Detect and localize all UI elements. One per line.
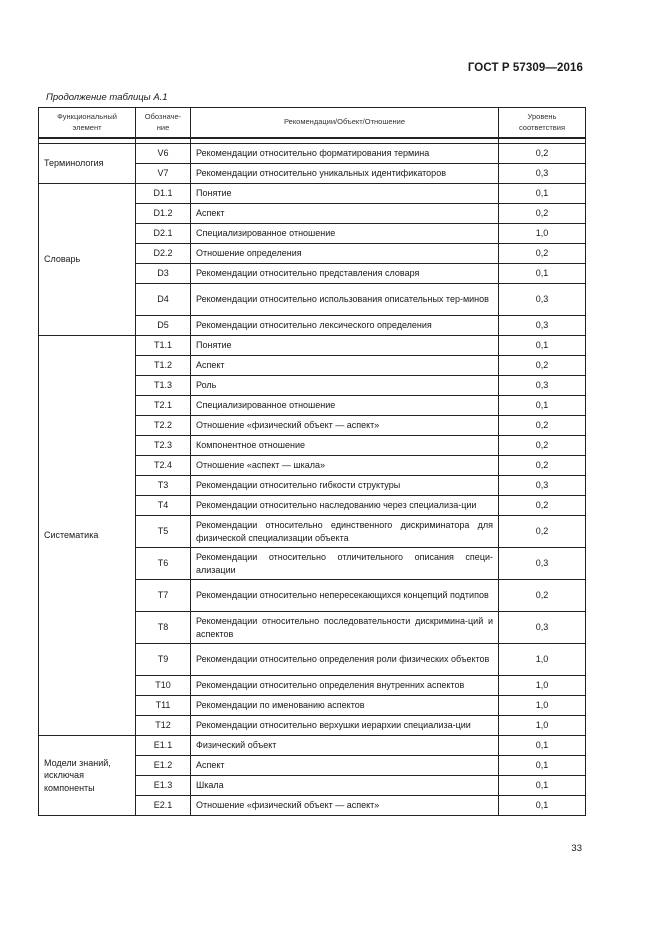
recommendation-cell: Отношение «аспект — шкала» (191, 456, 499, 476)
designation-cell: D2.1 (136, 224, 191, 244)
functional-element: Систематика (39, 336, 136, 736)
designation-cell: T12 (136, 716, 191, 736)
table-header-row (39, 108, 586, 139)
standard-number: ГОСТ Р 57309—2016 (467, 62, 583, 74)
compliance-level-cell: 0,2 (499, 416, 586, 436)
compliance-level-cell: 0,3 (499, 476, 586, 496)
compliance-level-cell: 1,0 (499, 224, 586, 244)
designation-cell: D3 (136, 264, 191, 284)
designation-cell: D1.2 (136, 204, 191, 224)
recommendation-cell: Рекомендации относительно гибкости структуры (191, 476, 499, 496)
designation-cell: T6 (136, 548, 191, 580)
compliance-level-cell: 0,1 (499, 736, 586, 756)
recommendation-cell: Специализированное отношение (191, 224, 499, 244)
recommendation-cell: Рекомендации относительно верхушки иерархии специализа-ции (191, 716, 499, 736)
designation-cell: T2.1 (136, 396, 191, 416)
recommendation-cell: Специализированное отношение (191, 396, 499, 416)
designation-cell: T1.1 (136, 336, 191, 356)
compliance-level-cell: 0,2 (499, 580, 586, 612)
header-level: Уровень соответствия (499, 108, 586, 139)
designation-cell: E1.3 (136, 776, 191, 796)
recommendation-cell: Шкала (191, 776, 499, 796)
compliance-level-cell: 0,1 (499, 796, 586, 816)
recommendation-cell: Компонентное отношение (191, 436, 499, 456)
compliance-level-cell: 0,3 (499, 284, 586, 316)
designation-cell: D5 (136, 316, 191, 336)
compliance-level-cell: 0,2 (499, 144, 586, 164)
table-row (39, 184, 586, 204)
header-code: Обозначе-ние (136, 108, 191, 139)
designation-cell: T1.2 (136, 356, 191, 376)
designation-cell: V7 (136, 164, 191, 184)
recommendation-cell: Рекомендации относительно последовательности дискримина-ций и аспектов (191, 612, 499, 644)
compliance-level-cell: 0,2 (499, 496, 586, 516)
recommendation-cell: Роль (191, 376, 499, 396)
recommendation-cell: Понятие (191, 184, 499, 204)
recommendation-cell: Отношение «физический объект — аспект» (191, 416, 499, 436)
functional-element: Словарь (39, 184, 136, 336)
table-body (39, 138, 586, 816)
designation-cell: T4 (136, 496, 191, 516)
compliance-level-cell: 0,1 (499, 396, 586, 416)
designation-cell: E1.2 (136, 756, 191, 776)
compliance-level-cell: 0,3 (499, 376, 586, 396)
compliance-level-cell: 0,2 (499, 204, 586, 224)
recommendation-cell: Отношение «физический объект — аспект» (191, 796, 499, 816)
designation-cell: V6 (136, 144, 191, 164)
compliance-level-cell: 0,1 (499, 184, 586, 204)
recommendation-cell: Рекомендации относительно уникальных идентификаторов (191, 164, 499, 184)
designation-cell: D1.1 (136, 184, 191, 204)
compliance-level-cell: 0,3 (499, 612, 586, 644)
designation-cell: T2.4 (136, 456, 191, 476)
recommendation-cell: Рекомендации относительно определения роли физических объектов (191, 644, 499, 676)
compliance-level-cell: 0,2 (499, 244, 586, 264)
recommendation-cell: Рекомендации относительно представления словаря (191, 264, 499, 284)
recommendation-cell: Аспект (191, 356, 499, 376)
designation-cell: T2.3 (136, 436, 191, 456)
designation-cell: T5 (136, 516, 191, 548)
table-row (39, 144, 586, 164)
compliance-level-cell: 0,3 (499, 316, 586, 336)
recommendation-cell: Рекомендации относительно непересекающихся концепций подтипов (191, 580, 499, 612)
page-number: 33 (571, 843, 582, 854)
recommendation-cell: Физический объект (191, 736, 499, 756)
functional-element: Модели знаний, исключая компоненты (39, 736, 136, 816)
designation-cell: T7 (136, 580, 191, 612)
recommendation-cell: Аспект (191, 756, 499, 776)
designation-cell: D2.2 (136, 244, 191, 264)
recommendations-table (38, 107, 586, 816)
recommendation-cell: Рекомендации относительно форматирования термина (191, 144, 499, 164)
recommendation-cell: Рекомендации относительно единственного дискриминатора для физической специализации объекта (191, 516, 499, 548)
recommendation-cell: Рекомендации относительно лексического определения (191, 316, 499, 336)
designation-cell: D4 (136, 284, 191, 316)
designation-cell: T1.3 (136, 376, 191, 396)
designation-cell: E2.1 (136, 796, 191, 816)
header-recommendation: Рекомендации/Объект/Отношение (191, 108, 499, 139)
recommendation-cell: Отношение определения (191, 244, 499, 264)
compliance-level-cell: 0,2 (499, 516, 586, 548)
compliance-level-cell: 0,2 (499, 456, 586, 476)
designation-cell: T3 (136, 476, 191, 496)
recommendation-cell: Понятие (191, 336, 499, 356)
table-row (39, 336, 586, 356)
recommendation-cell: Рекомендации относительно отличительного описания специ-ализации (191, 548, 499, 580)
compliance-level-cell: 1,0 (499, 676, 586, 696)
header-element: Функциональный элемент (39, 108, 136, 139)
recommendation-cell: Рекомендации относительно наследованию через специализа-ции (191, 496, 499, 516)
designation-cell: E1.1 (136, 736, 191, 756)
compliance-level-cell: 0,3 (499, 548, 586, 580)
designation-cell: T10 (136, 676, 191, 696)
compliance-level-cell: 0,1 (499, 776, 586, 796)
compliance-level-cell: 1,0 (499, 644, 586, 676)
compliance-level-cell: 0,1 (499, 264, 586, 284)
recommendation-cell: Рекомендации относительно определения внутренних аспектов (191, 676, 499, 696)
compliance-level-cell: 1,0 (499, 696, 586, 716)
functional-element: Терминология (39, 144, 136, 184)
table-row (39, 736, 586, 756)
compliance-level-cell: 0,1 (499, 336, 586, 356)
compliance-level-cell: 0,2 (499, 356, 586, 376)
recommendation-cell: Рекомендации по именованию аспектов (191, 696, 499, 716)
compliance-level-cell: 0,3 (499, 164, 586, 184)
designation-cell: T8 (136, 612, 191, 644)
table-caption: Продолжение таблицы А.1 (46, 92, 168, 103)
designation-cell: T9 (136, 644, 191, 676)
recommendation-cell: Аспект (191, 204, 499, 224)
designation-cell: T2.2 (136, 416, 191, 436)
designation-cell: T11 (136, 696, 191, 716)
compliance-level-cell: 0,2 (499, 436, 586, 456)
compliance-level-cell: 1,0 (499, 716, 586, 736)
compliance-level-cell: 0,1 (499, 756, 586, 776)
recommendation-cell: Рекомендации относительно использования описательных тер-минов (191, 284, 499, 316)
